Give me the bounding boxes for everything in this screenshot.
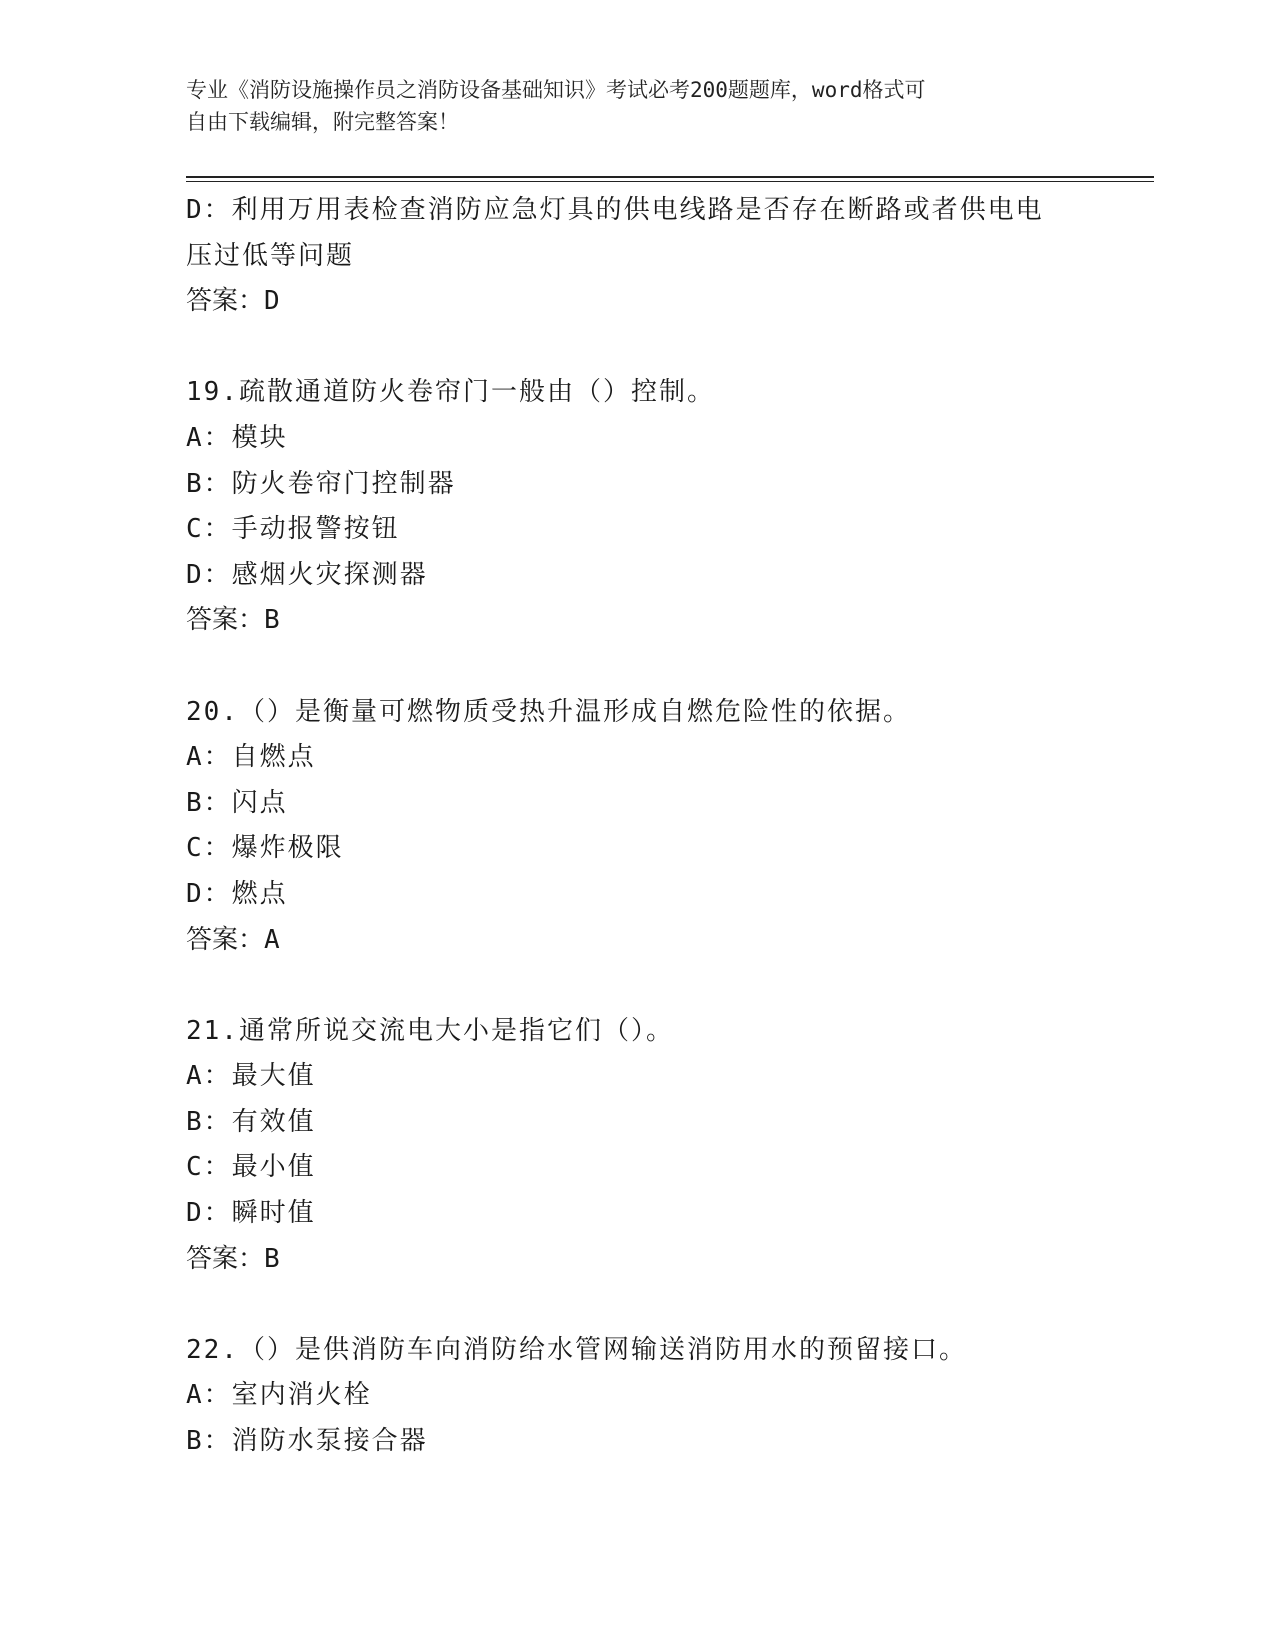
- header-rule-thin: [186, 181, 1154, 182]
- option-d-line-1: D：利用万用表检查消防应急灯具的供电线路是否存在断路或者供电电: [186, 195, 1044, 225]
- answer-row: [186, 918, 1086, 964]
- option-b: B：有效值: [186, 1106, 316, 1137]
- header-line-1: 专业《消防设施操作员之消防设备基础知识》考试必考200题题库，word格式可: [186, 78, 926, 102]
- header-rule-thick: [186, 176, 1154, 178]
- answer-row: [186, 598, 1086, 644]
- header-line-2: 自由下载编辑，附完整答案！: [186, 110, 459, 134]
- option-a: A：自燃点: [186, 742, 316, 773]
- answer-value: D: [264, 286, 280, 317]
- option-b: B：闪点: [186, 787, 288, 818]
- option-b: B：消防水泵接合器: [186, 1426, 428, 1457]
- page-header: [186, 74, 1066, 138]
- answer-value: B: [264, 605, 280, 636]
- question-stem: 20.（）是衡量可燃物质受热升温形成自燃危险性的依据。: [186, 696, 911, 727]
- answer-label: 答案：: [186, 286, 265, 317]
- answer-value: B: [264, 1243, 280, 1274]
- option-d-line-2: 压过低等问题: [186, 240, 355, 271]
- question-stem: 22.（）是供消防车向消防给水管网输送消防用水的预留接口。: [186, 1334, 967, 1365]
- option-d: D：感烟火灾探测器: [186, 559, 428, 590]
- option-d: D：瞬时值: [186, 1198, 316, 1229]
- question-stem: 19.疏散通道防火卷帘门一般由（）控制。: [186, 377, 715, 408]
- option-a: A：室内消火栓: [186, 1380, 372, 1411]
- option-a: A：最大值: [186, 1061, 316, 1092]
- answer-label: 答案：: [186, 1243, 265, 1274]
- question-stem: 21.通常所说交流电大小是指它们（）。: [186, 1015, 674, 1046]
- option-c: C：手动报警按钮: [186, 514, 400, 545]
- option-b: B：防火卷帘门控制器: [186, 468, 456, 499]
- option-c: C：爆炸极限: [186, 833, 344, 864]
- answer-value: A: [264, 924, 280, 955]
- answer-row: [186, 1237, 1086, 1283]
- answer-label: 答案：: [186, 924, 265, 955]
- question-content: [186, 188, 1086, 1465]
- option-c: C：最小值: [186, 1152, 316, 1183]
- option-d: D：燃点: [186, 878, 288, 909]
- option-a: A：模块: [186, 422, 288, 453]
- answer-row: [186, 279, 1086, 325]
- answer-label: 答案：: [186, 605, 265, 636]
